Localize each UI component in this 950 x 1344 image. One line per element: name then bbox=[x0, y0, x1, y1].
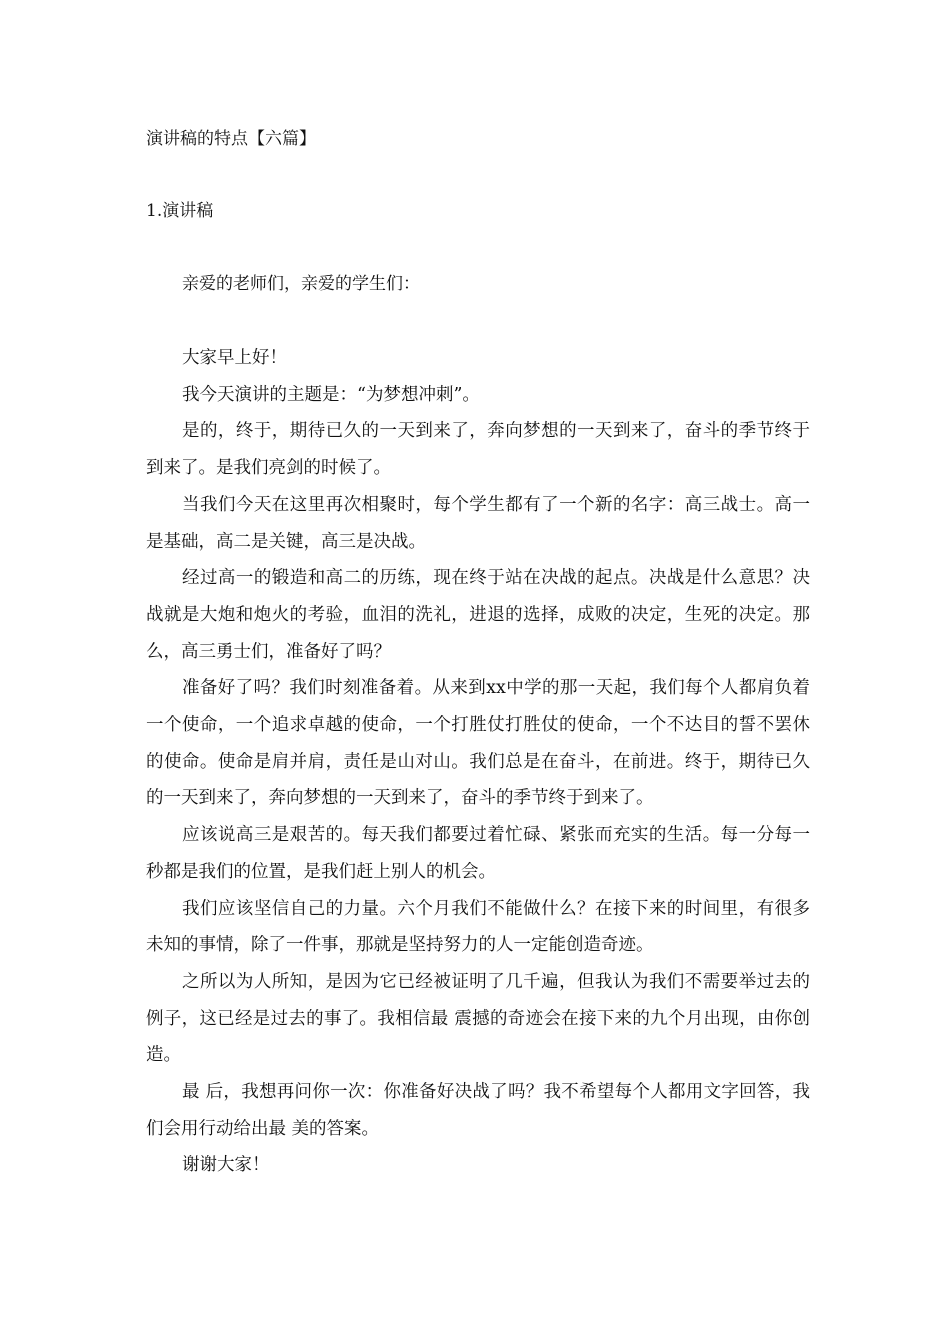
paragraph: 之所以为人所知，是因为它已经被证明了几千遍，但我认为我们不需要举过去的例子，这已经是过去的事了。我相信最 震撼的奇迹会在接下来的九个月出现，由你创造。 bbox=[146, 971, 810, 1066]
paragraph: 准备好了吗？我们时刻准备着。从来到xx中学的那一天起，我们每个人都肩负着一个使命，一个追求卓越的使命，一个打胜仗打胜仗的使命，一个不达目的誓不罢休的使命。使命是肩并肩，责任是山对山。我们总是在奋斗，在前进。终于，期待已久的一天到来了，奔向梦想的一天到来了，奋斗的季节终于到来了。 bbox=[146, 678, 810, 809]
paragraph: 我们应该坚信自己的力量。六个月我们不能做什么？在接下来的时间里，有很多未知的事情，除了一件事，那就是坚持努力的人一定能创造奇迹。 bbox=[146, 898, 810, 956]
salutation: 亲爱的老师们，亲爱的学生们： bbox=[182, 274, 420, 294]
paragraph-thanks: 谢谢大家！ bbox=[182, 1155, 270, 1176]
paragraph: 是的，终于，期待已久的一天到来了，奔向梦想的一天到来了，奋斗的季节终于到来了。是我们亮剑的时候了。 bbox=[146, 421, 810, 479]
paragraph: 应该说高三是艰苦的。每天我们都要过着忙碌、紧张而充实的生活。每一分每一秒都是我们的位置，是我们赶上别人的机会。 bbox=[146, 825, 810, 882]
paragraph: 最 后，我想再问你一次：你准备好决战了吗？我不希望每个人都用文字回答，我们会用行动给出最 美的答案。 bbox=[146, 1082, 810, 1139]
paragraph: 经过高一的锻造和高二的历练，现在终于站在决战的起点。决战是什么意思？决战就是大炮和炮火的考验，血泪的洗礼，进退的选择，成败的决定，生死的决定。那么，高三勇士们，准备好了吗？ bbox=[146, 568, 810, 662]
paragraph-greeting: 大家早上好！ bbox=[182, 348, 287, 368]
speech-body bbox=[146, 340, 810, 1184]
paragraph-theme: 我今天演讲的主题是：“为梦想冲刺”。 bbox=[182, 384, 480, 405]
paragraph: 当我们今天在这里再次相聚时，每个学生都有了一个新的名字：高三战士。高一是基础，高二是关键，高三是决战。 bbox=[146, 494, 810, 552]
section-heading: 1.演讲稿 bbox=[146, 201, 214, 221]
document-title: 演讲稿的特点【六篇】 bbox=[146, 129, 316, 149]
